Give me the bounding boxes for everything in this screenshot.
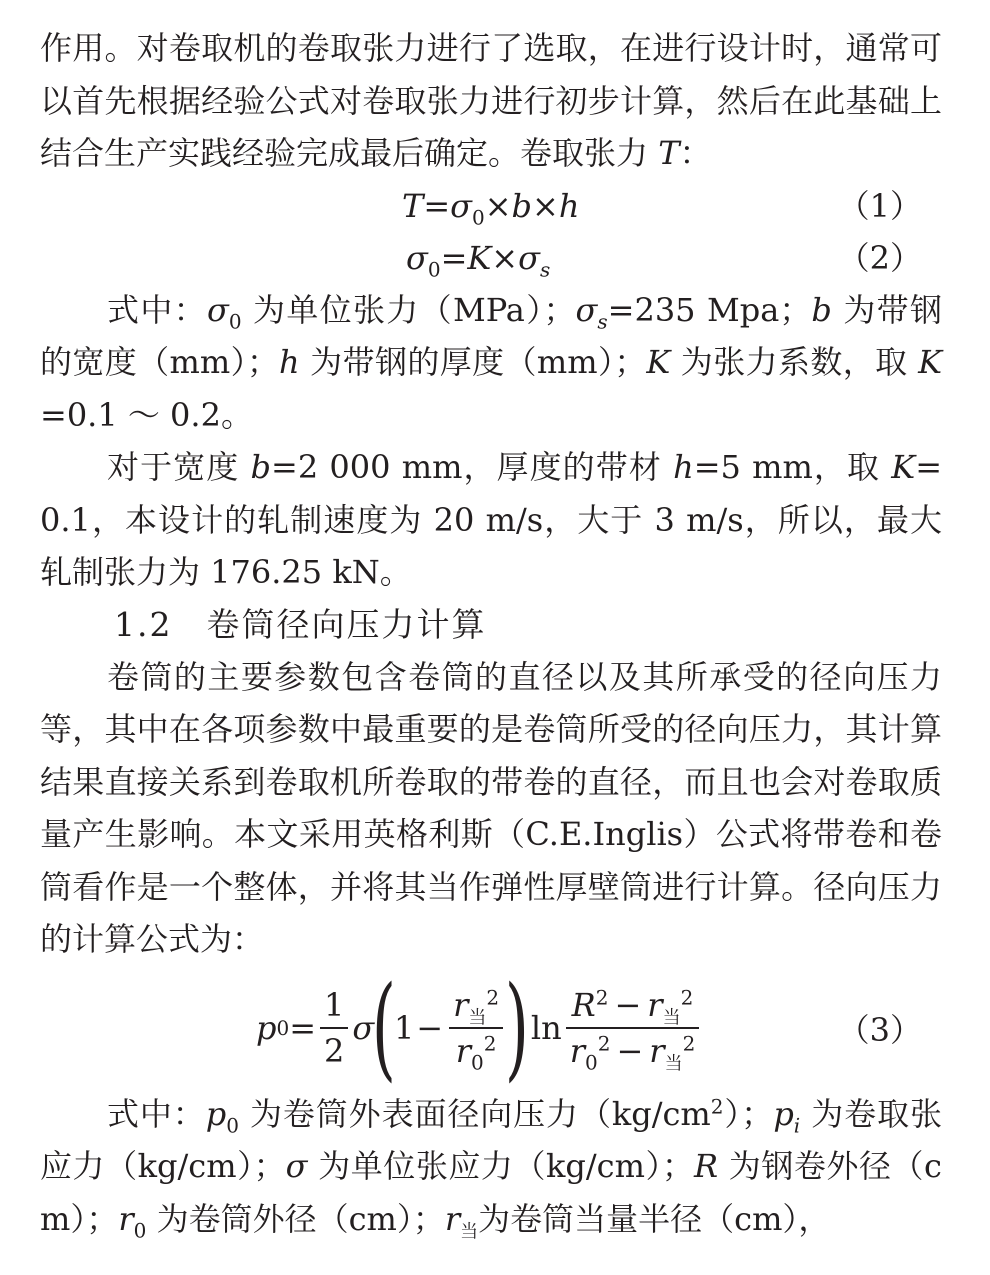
numerator: [566, 983, 700, 1029]
times-sign: ×: [532, 186, 559, 225]
paragraph-eq3-defs: [40, 1088, 942, 1246]
equation-number-2: （2）: [837, 238, 922, 277]
text: 为带钢的厚度（mm）；: [299, 343, 647, 381]
times-sign: ×: [484, 186, 512, 225]
text: 为张力系数，取: [670, 343, 919, 381]
equals-sign: =: [440, 238, 468, 277]
paragraph-variable-defs: [40, 284, 942, 442]
equation-number-1: （1）: [837, 186, 922, 225]
var-p: p: [256, 1008, 277, 1047]
paragraph-tension-result: [40, 441, 942, 599]
var-sigma: σ: [518, 238, 540, 277]
var-K: K: [918, 343, 942, 381]
superscript-2: 2: [680, 984, 694, 1009]
text: 为单位张力（MPa）；: [241, 290, 576, 329]
var-p: p: [205, 1094, 227, 1133]
equation-2-body: [406, 232, 550, 284]
superscript-2: 2: [486, 984, 500, 1009]
text: 对于宽度: [107, 448, 251, 486]
equation-number-3: （3）: [837, 1010, 922, 1049]
subscript-dang: 当: [662, 1006, 681, 1028]
var-r: r: [453, 985, 469, 1024]
denominator: 2: [324, 1031, 345, 1070]
subscript-0: 0: [226, 1112, 239, 1137]
var-r: r: [647, 985, 663, 1024]
minus-sign: −: [614, 985, 642, 1024]
text: =5 mm，取: [693, 448, 892, 486]
var-sigma: σ: [352, 1008, 375, 1047]
var-h: h: [673, 448, 694, 486]
var-R: R: [571, 985, 596, 1024]
denominator: [449, 1029, 503, 1073]
superscript-2: 2: [710, 1093, 724, 1118]
var-K: K: [891, 448, 916, 486]
var-r: r: [455, 1031, 472, 1070]
equation-3-body: p 0 = $\frac{1}{2}$ σ ( 1 − $\frac{r_当^2}{r_0^2}$ ) ln $\frac{R^2 - r_当^2}{r_0^2 - r_当^2}$: [256, 972, 703, 1084]
equation-1-body: [402, 180, 579, 232]
var-b: b: [250, 448, 271, 486]
superscript-2: 2: [595, 984, 609, 1009]
paragraph-tension-intro: [40, 22, 942, 180]
var-r: r: [444, 1199, 461, 1238]
numerator: 1: [320, 983, 348, 1029]
var-r: r: [649, 1031, 665, 1070]
var-sigma: σ: [450, 186, 472, 225]
subscript-0: 0: [228, 308, 242, 333]
times-sign: ×: [491, 238, 519, 277]
minus-sign: −: [416, 1008, 444, 1047]
var-h: h: [279, 343, 300, 381]
section-title: 卷筒径向压力计算: [206, 604, 487, 644]
var-b: b: [811, 290, 832, 329]
var-p: p: [773, 1094, 794, 1133]
superscript-2: 2: [597, 1030, 611, 1055]
subscript-0: 0: [584, 1049, 598, 1074]
var-sigma: σ: [285, 1147, 308, 1185]
text: 为钢卷外径（cm）；: [40, 1147, 942, 1238]
fraction-log-arg: [566, 983, 700, 1073]
var-K: K: [646, 343, 671, 381]
var-r: r: [569, 1031, 585, 1070]
var-b: b: [511, 186, 533, 225]
equals-sign: =: [289, 1008, 317, 1047]
minus-sign: −: [616, 1031, 644, 1070]
text: 为卷筒外表面径向压力（kg/cm: [238, 1094, 711, 1133]
text-line: 作用。对卷取机的卷取张力进行了选取，在进行设计时，通: [40, 29, 878, 67]
var-sigma: σ: [575, 290, 598, 329]
subscript-dang: 当: [468, 1006, 487, 1028]
ln-operator: ln: [530, 1008, 562, 1047]
text-line: 此基础上结合生产实践经验完成最后确定。卷取张力: [40, 81, 942, 172]
text-line: 常可以首先根据经验公式对卷取张力进行初步计算，然后在: [40, 29, 942, 120]
var-r: r: [118, 1199, 134, 1238]
text: 为卷筒外径（cm）；: [146, 1199, 445, 1238]
superscript-2: 2: [483, 1030, 497, 1055]
page: [40, 0, 942, 1245]
number-one: 1: [393, 1008, 415, 1047]
text: =0.1，本设计的轧制速度为 20 m/s，大于 3 m/s，所以，最大轧制张力为 176.25 kN。: [40, 448, 942, 591]
var-h: h: [558, 186, 580, 225]
subscript-0: 0: [472, 204, 485, 229]
text: 式中：: [107, 290, 207, 329]
text: 为卷取张应力（kg/cm）；: [40, 1094, 942, 1185]
equals-sign: =: [423, 186, 451, 225]
numerator: [449, 983, 503, 1029]
right-paren: ): [504, 962, 530, 1093]
var-sigma: σ: [406, 238, 428, 277]
equation-1: [40, 180, 942, 232]
var-K: K: [467, 238, 492, 277]
section-number: 1.2: [114, 604, 173, 644]
text: 为带钢的宽度（mm）；: [40, 290, 942, 381]
text: ）；: [723, 1094, 774, 1133]
fraction-radius-ratio: [449, 983, 503, 1073]
text: 为单位张应力（kg/cm）；: [307, 1147, 694, 1185]
text: =2 000 mm，厚度的带材: [271, 448, 674, 486]
superscript-2: 2: [682, 1030, 696, 1055]
var-sigma: σ: [206, 290, 229, 329]
text: 为卷筒当量半径（cm），: [478, 1199, 831, 1238]
subscript-s: s: [539, 256, 551, 281]
subscript-dang: 当: [664, 1052, 683, 1074]
subscript-dang: 当: [460, 1220, 479, 1242]
equation-3: [40, 962, 942, 1093]
denominator: [566, 1029, 700, 1073]
var-T: T: [658, 134, 680, 172]
section-heading: [40, 599, 942, 651]
var-T: T: [402, 186, 424, 225]
subscript-0: 0: [133, 1217, 147, 1242]
left-paren: (: [372, 962, 397, 1093]
fraction-half: [320, 983, 348, 1073]
paragraph-radial-pressure: 卷筒的主要参数包含卷筒的直径以及其所承受的径向压力等，其中在各项参数中最重要的是卷筒所受的径向压力，其计算结果直接关系到卷取机所卷取的带卷的直径，而且也会对卷取质量产生影响。本文采用英格利斯（C.E.Inglis）公式将带卷和卷筒看作是一个整体，并将其当作弹性厚壁筒进行计算。径向压力的计算公式为：: [40, 657, 942, 958]
var-R: R: [694, 1147, 719, 1185]
equation-2: [40, 232, 942, 284]
subscript-0: 0: [471, 1049, 484, 1074]
text: =0.1 ～ 0.2。: [40, 395, 253, 434]
subscript-0: 0: [427, 256, 441, 281]
subscript-i: i: [793, 1112, 801, 1137]
text-punct: ：: [679, 134, 712, 172]
text: 式中：: [107, 1094, 206, 1133]
text: =235 Mpa；: [607, 290, 812, 329]
subscript-s: s: [597, 308, 608, 333]
